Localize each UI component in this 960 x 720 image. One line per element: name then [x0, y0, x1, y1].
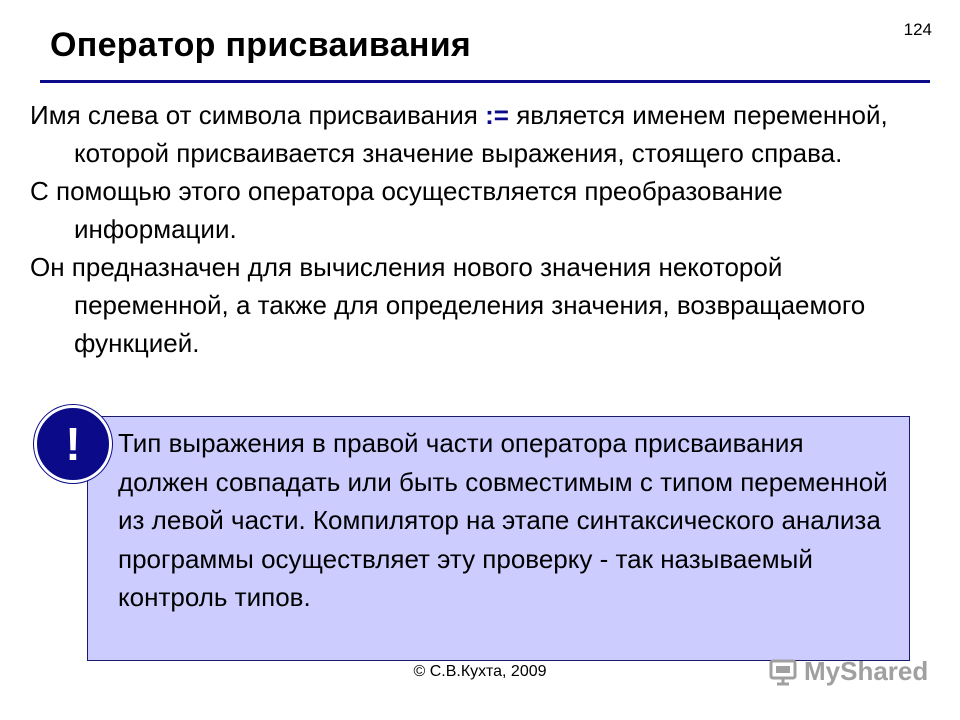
- paragraph-1-before: Имя слева от символа присваивания: [30, 100, 486, 130]
- slide-title: Оператор присваивания: [50, 26, 472, 64]
- presentation-board-icon: [768, 657, 798, 687]
- exclamation-icon: !: [34, 405, 112, 483]
- watermark-text: MyShared: [804, 656, 929, 686]
- note-text: Тип выражения в правой части оператора присваивания должен совпадать или быть совместимым с типом переменной из левой части. Компилятор на этапе синтаксического анализа программы осуществляет эту проверку - так называемый контроль типов.: [118, 428, 888, 612]
- body-text: [30, 96, 910, 362]
- paragraph-transformation: С помощью этого оператора осуществляется преобразование информации.: [30, 176, 783, 244]
- watermark-logo: [768, 656, 928, 687]
- copyright: © С.В.Кухта, 2009: [413, 663, 547, 680]
- assignment-operator: :=: [485, 100, 509, 130]
- page-number: 124: [903, 20, 932, 39]
- paragraph-assignment-definition: [30, 96, 910, 172]
- paragraph-purpose: Он предназначен для вычисления нового значения некоторой переменной, а также для определения значения, возвращаемого функцией.: [30, 252, 866, 358]
- paragraph-1-after: является именем переменной, которой присваивается значение выражения, стоящего справа.: [74, 100, 888, 168]
- title-underline: [40, 80, 930, 83]
